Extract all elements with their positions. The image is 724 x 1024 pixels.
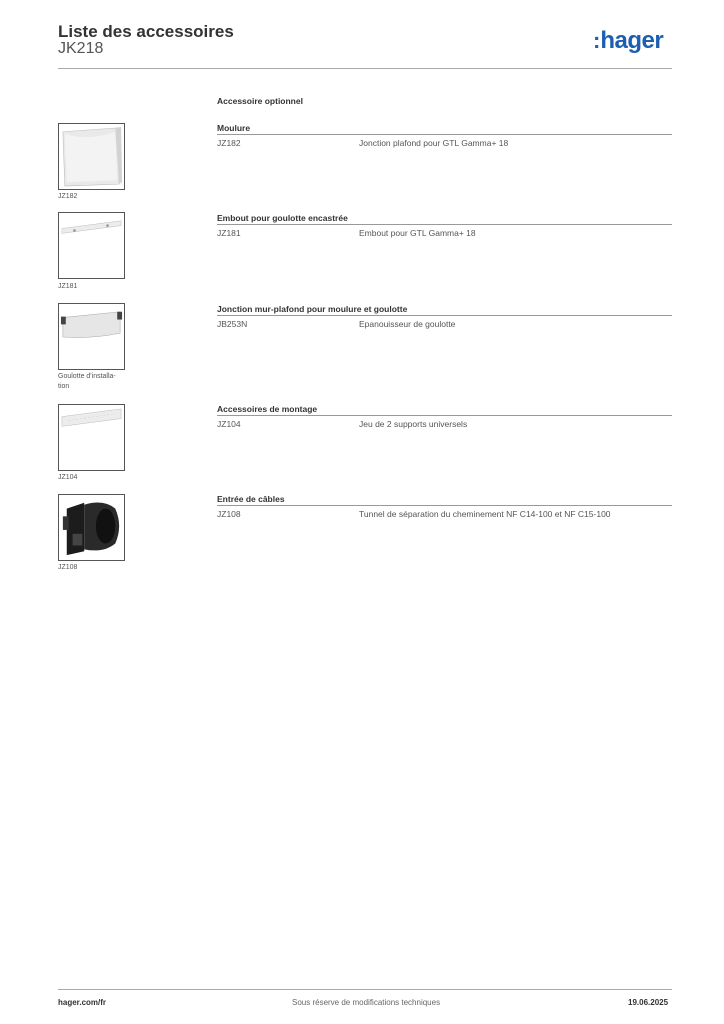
footer-divider [58,989,672,990]
group-title: Entrée de câbles [217,494,285,504]
accessory-description: Embout pour GTL Gamma+ 18 [359,228,476,238]
image-caption: JZ182 [58,193,78,200]
hager-logo [593,27,663,55]
group-divider [217,134,672,135]
image-caption: JZ104 [58,474,78,481]
accessory-description: Jeu de 2 supports universels [359,419,468,429]
document-date: 19.06.2025 [628,998,669,1007]
website-link[interactable]: hager.com/fr [58,998,107,1007]
header-divider [58,68,672,69]
accessory-image-jz108 [58,494,125,561]
accessory-ref[interactable]: JZ181 [217,228,241,238]
group-divider [217,505,672,506]
accessory-ref[interactable]: JZ104 [217,419,241,429]
accessory-ref[interactable]: JZ108 [217,509,241,519]
image-caption-line: Goulotte d'installa- [58,373,116,380]
group-title: Jonction mur-plafond pour moulure et goulotte [217,304,408,314]
section-heading: Accessoire optionnel [217,96,303,106]
group-title: Moulure [217,123,251,133]
product-reference: JK218 [58,40,104,57]
logo-text: hager [600,27,664,54]
image-caption [58,372,138,392]
accessory-image-goulotte [58,303,125,370]
page-title: Liste des accessoires [58,22,234,41]
accessory-description: Jonction plafond pour GTL Gamma+ 18 [359,138,509,148]
accessory-ref[interactable]: JZ182 [217,138,241,148]
disclaimer: Sous réserve de modifications techniques [292,998,441,1007]
accessory-ref[interactable]: JB253N [217,319,248,329]
group-divider [217,224,672,225]
logo-dots: : [593,28,601,53]
accessory-image-jz104 [58,404,125,471]
group-divider [217,415,672,416]
accessory-description: Tunnel de séparation du cheminement NF C14-100 et NF C15-100 [359,509,611,519]
group-title: Embout pour goulotte encastrée [217,213,348,223]
image-caption-line: tion [58,383,70,390]
group-divider [217,315,672,316]
group-title: Accessoires de montage [217,404,318,414]
accessory-image-jz182 [58,123,125,190]
image-caption: JZ108 [58,564,78,571]
image-caption: JZ181 [58,283,78,290]
accessory-image-jz181 [58,212,125,279]
accessory-description: Epanouisseur de goulotte [359,319,456,329]
